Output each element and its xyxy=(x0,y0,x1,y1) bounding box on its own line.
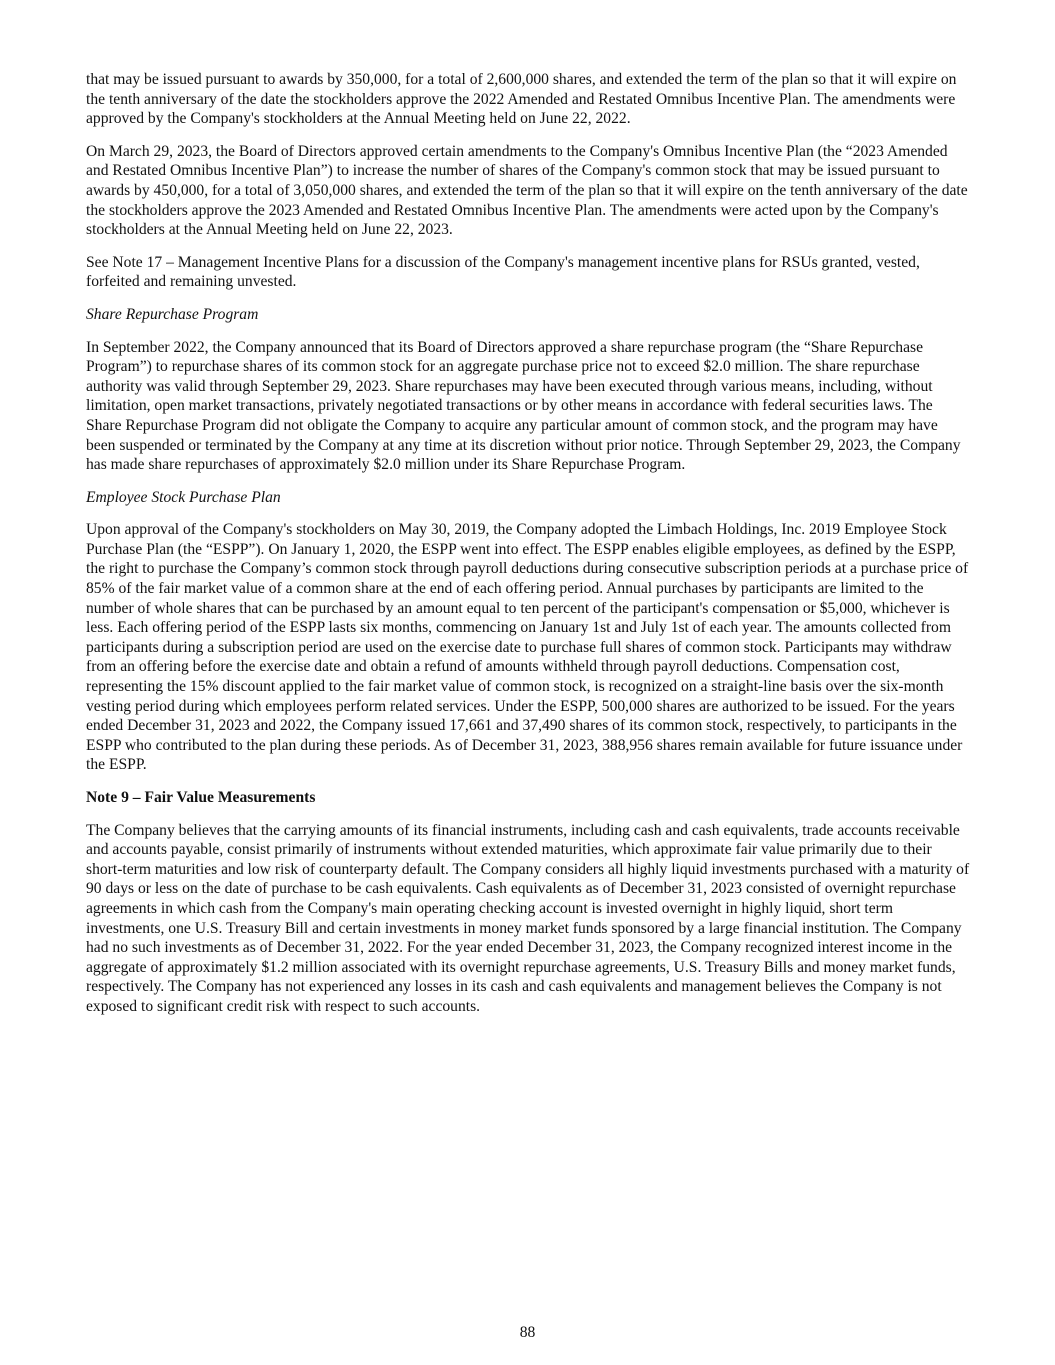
paragraph-omnibus-2023: On March 29, 2023, the Board of Directors approved certain amendments to the Company's Omnibus Incentive Plan (the “2023 Amended and Restated Omnibus Incentive Plan”) to increase the number of shares of the Company's common stock that may be issued pursuant to awards by 450,000, for a total of 3,050,000 shares, and extended the term of the plan so that it will expire on the tenth anniversary of the date the stockholders approve the 2023 Amended and Restated Omnibus Incentive Plan. The amendments were acted upon by the Company's stockholders at the Annual Meeting held on June 22, 2023. xyxy=(86,142,968,239)
heading-share-repurchase-program: Share Repurchase Program xyxy=(86,305,259,323)
paragraph-note-17-reference: See Note 17 – Management Incentive Plans for a discussion of the Company's management incentive plans for RSUs granted, vested, forfeited and remaining unvested. xyxy=(86,253,920,291)
heading-employee-stock-purchase-plan: Employee Stock Purchase Plan xyxy=(86,488,281,506)
page-number: 88 xyxy=(519,1324,536,1341)
document-page xyxy=(86,70,970,1030)
paragraph-share-repurchase: In September 2022, the Company announced that its Board of Directors approved a share repurchase program (the “Share Repurchase Program”) to repurchase shares of its common stock for an aggregate purchase price not to exceed $2.0 million. The share repurchase authority was valid through September 29, 2023. Share repurchases may have been executed through various means, including, without limitation, open market transactions, privately negotiated transactions or by other means in accordance with federal securities laws. The Share Repurchase Program did not obligate the Company to acquire any particular amount of common stock, and the program may have been suspended or terminated by the Company at any time at its discretion without prior notice. Through September 29, 2023, the Company has made share repurchases of approximately $2.0 million under its Share Repurchase Program. xyxy=(86,338,961,474)
paragraph-espp: Upon approval of the Company's stockholders on May 30, 2019, the Company adopted the Limbach Holdings, Inc. 2019 Employee Stock Purchase Plan (the “ESPP”). On January 1, 2020, the ESPP went into effect. The ESPP enables eligible employees, as defined by the ESPP, the right to purchase the Company’s common stock through payroll deductions during consecutive subscription periods at a purchase price of 85% of the fair market value of a common share at the end of each offering period. Annual purchases by participants are limited to the number of whole shares that can be purchased by an amount equal to ten percent of the participant's compensation or $5,000, whichever is less. Each offering period of the ESPP lasts six months, commencing on January 1st and July 1st of each year. The amounts collected from participants during a subscription period are used on the exercise date to purchase full shares of common stock. Participants may withdraw from an offering before the exercise date and obtain a refund of amounts withheld through payroll deductions. Compensation cost, representing the 15% discount applied to the fair market value of common stock, is recognized on a straight-line basis over the six-month vesting period during which employees perform related services. Under the ESPP, 500,000 shares are authorized to be issued. For the years ended December 31, 2023 and 2022, the Company issued 17,661 and 37,490 shares of its common stock, respectively, to participants in the ESPP who contributed to the plan during these periods. As of December 31, 2023, 388,956 shares remain available for future issuance under the ESPP. xyxy=(86,521,969,774)
paragraph-fair-value: The Company believes that the carrying amounts of its financial instruments, including cash and cash equivalents, trade accounts receivable and accounts payable, consist primarily of instruments without extended maturities, which approximate fair value primarily due to their short-term maturities and low risk of counterparty default. The Company considers all highly liquid investments purchased with a maturity of 90 days or less on the date of purchase to be cash equivalents. Cash equivalents as of December 31, 2023 consisted of overnight repurchase agreements in which cash from the Company's main operating checking account is invested overnight in highly liquid, short term investments, one U.S. Treasury Bill and certain investments in money market funds sponsored by a large financial institution. The Company had no such investments as of December 31, 2022. For the year ended December 31, 2023, the Company recognized interest income in the aggregate of approximately $1.2 million associated with its overnight repurchase agreements, U.S. Treasury Bills and money market funds, respectively. The Company has not experienced any losses in its cash and cash equivalents and management believes the Company is not exposed to significant credit risk with respect to such accounts. xyxy=(86,821,970,1015)
heading-note-9-fair-value: Note 9 – Fair Value Measurements xyxy=(86,789,316,806)
paragraph-omnibus-2022: that may be issued pursuant to awards by 350,000, for a total of 2,600,000 shares, and extended the term of the plan so that it will expire on the tenth anniversary of the date the stockholders approve the 2022 Amended and Restated Omnibus Incentive Plan. The amendments were approved by the Company's stockholders at the Annual Meeting held on June 22, 2022. xyxy=(86,71,957,128)
